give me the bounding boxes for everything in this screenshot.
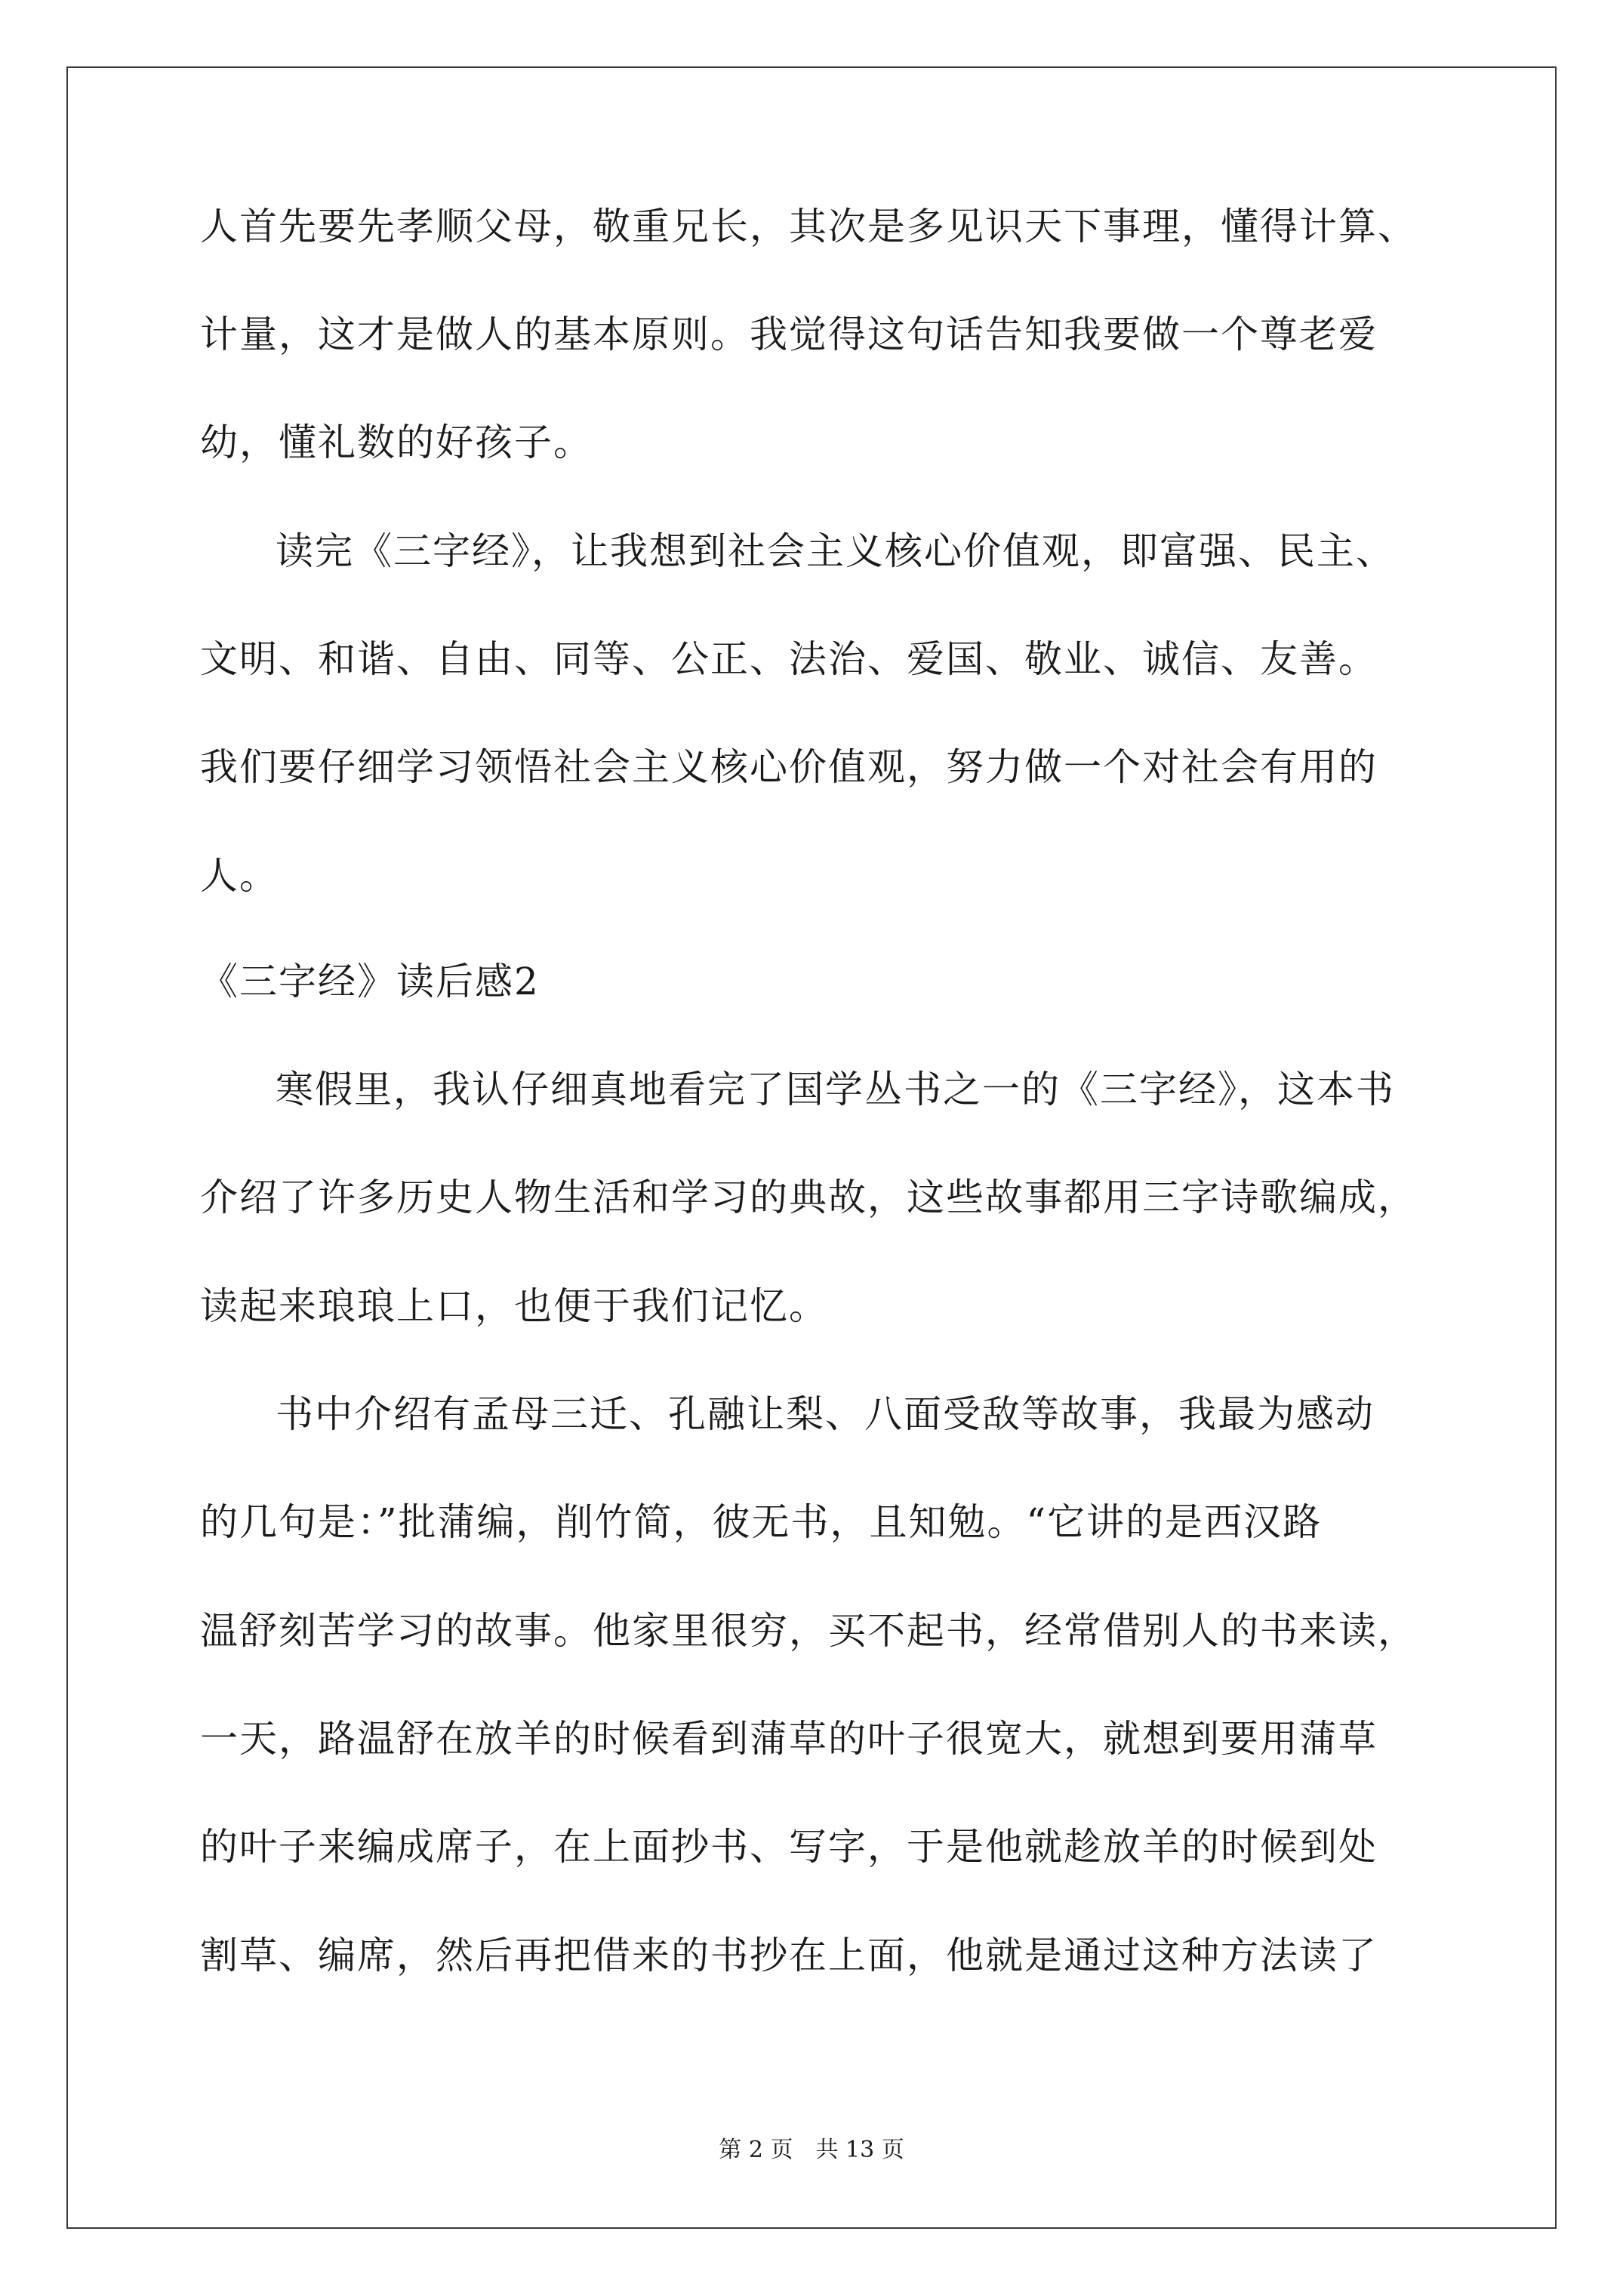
paragraph-line: 幼，懂礼数的好孩子。 [200,421,593,464]
paragraph-line: 寒假里，我认仔细真地看完了国学丛书之一的《三字经》，这本书 [276,1068,1395,1111]
page-number: 第 2 页 共 13 页 [719,2137,904,2163]
paragraph-line: 人首先要先孝顺父母，敬重兄长，其次是多见识天下事理，懂得计算、 [200,205,1417,248]
paragraph-line: 计量，这才是做人的基本原则。我觉得这句话告知我要做一个尊老爱 [200,313,1378,356]
paragraph-line: 读起来琅琅上口，也便于我们记忆。 [200,1284,828,1328]
page-border [66,66,1557,2229]
paragraph-line: 的几句是：”批蒲编，削竹简，彼无书，且知勉。“它讲的是西汉路 [200,1500,1323,1544]
section-heading: 《三字经》读后感2 [200,960,540,1003]
paragraph-line: 文明、和谐、自由、同等、公正、法治、爱国、敬业、诚信、友善。 [200,637,1378,681]
paragraph-line: 书中介绍有孟母三迁、孔融让梨、八面受敌等故事，我最为感动 [276,1392,1375,1436]
paragraph-line: 介绍了许多历史人物生活和学习的典故，这些故事都用三字诗歌编成， [200,1176,1417,1219]
paragraph-line: 读完《三字经》，让我想到社会主义核心价值观，即富强、民主、 [276,529,1395,573]
paragraph-line: 一天，路温舒在放羊的时候看到蒲草的叶子很宽大，就想到要用蒲草 [200,1717,1378,1761]
paragraph-line: 温舒刻苦学习的故事。他家里很穷，买不起书，经常借别人的书来读， [200,1609,1417,1653]
paragraph-line: 我们要仔细学习领悟社会主义核心价值观，努力做一个对社会有用的 [200,745,1378,789]
paragraph-line: 的叶子来编成席子，在上面抄书、写字，于是他就趁放羊的时候到处 [200,1825,1378,1869]
paragraph-line: 人。 [200,854,279,898]
paragraph-line: 割草、编席，然后再把借来的书抄在上面，他就是通过这种方法读了 [200,1934,1378,1977]
